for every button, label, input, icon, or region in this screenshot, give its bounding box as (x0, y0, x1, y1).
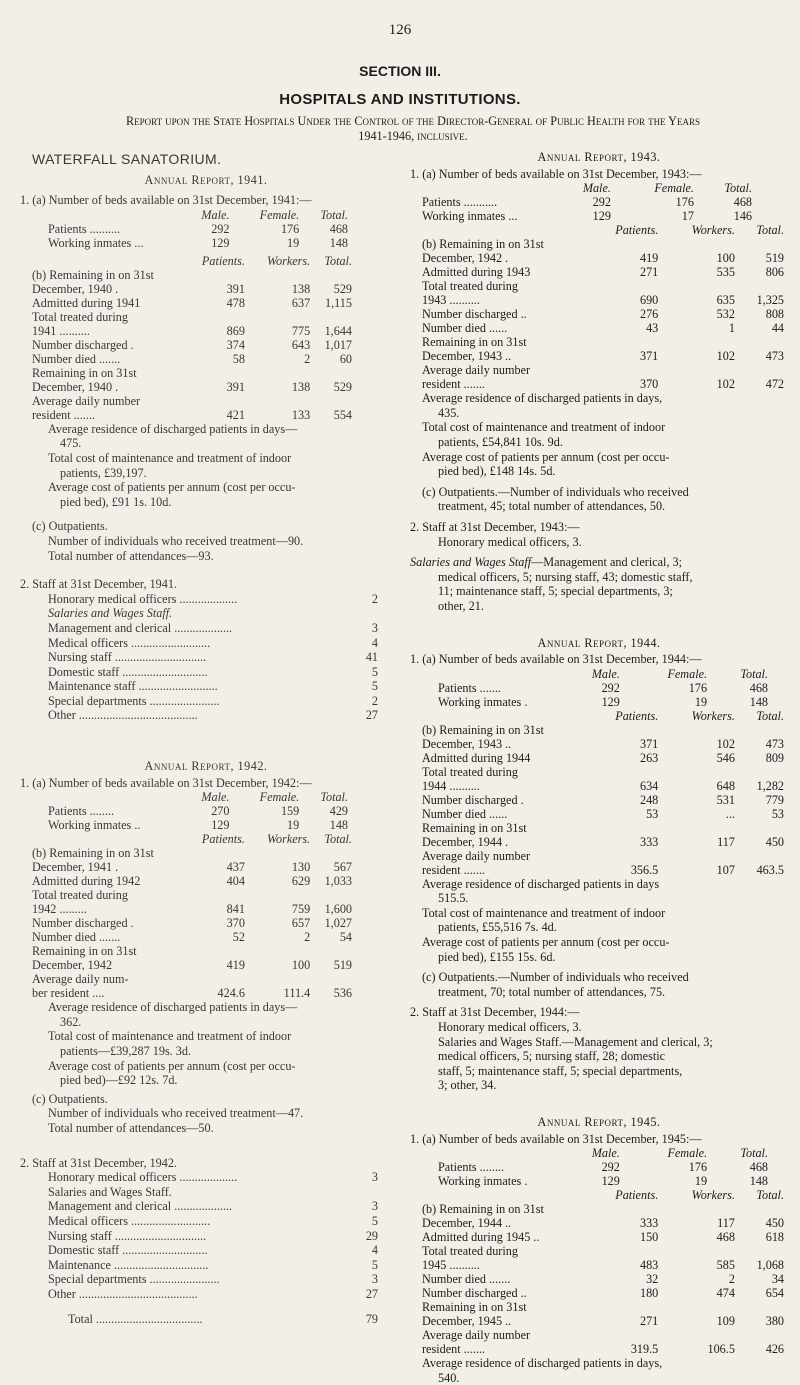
col-head: Male. (201, 790, 230, 805)
table-row: Total treated during (32, 888, 128, 903)
col-head: Total. (324, 832, 352, 847)
table-row: December, 1943 .. 371 102 473 (422, 349, 784, 364)
staff-1943-honorary: Honorary medical officers, 3. (438, 534, 582, 549)
row-lead: (b) Remaining in on 31st (422, 722, 544, 737)
left-column (20, 152, 392, 1326)
cost-1941-cont: patients, £39,197. (60, 465, 147, 480)
avg-cost-1944: Average cost of patients per annum (cost per occu- (422, 935, 670, 950)
list-item: Domestic staff ............................ 4 (48, 1243, 378, 1258)
table-row: resident ....... 370 102 472 (422, 377, 784, 392)
list-item: Nursing staff .............................. 29 (48, 1228, 378, 1243)
row-lead: (b) Remaining in on 31st (32, 846, 154, 861)
col-head: Patients. (201, 832, 245, 847)
cost-1944: Total cost of maintenance and treatment of indoor (422, 905, 666, 920)
avg-residence-1944: Average residence of discharged patients in days (422, 876, 660, 891)
avg-cost-1942-cont: pied bed)—£92 12s. 7d. (60, 1073, 178, 1088)
col-head: Total. (724, 181, 752, 196)
row-lead: (b) Remaining in on 31st (32, 267, 154, 282)
avg-cost-1942: Average cost of patients per annum (cost per occu- (48, 1058, 296, 1073)
table-row: 1945 .......... 483 585 1,068 (422, 1258, 784, 1273)
list-item: Nursing staff .............................. 41 (48, 650, 378, 665)
report-1943 (410, 150, 788, 614)
col-head: Workers. (691, 223, 735, 238)
table-row: Average daily number (422, 363, 531, 378)
avg-residence-1945: Average residence of discharged patients in days, (422, 1356, 663, 1371)
table-row: Working inmates ... 129 19 148 (48, 235, 348, 250)
list-item: Honorary medical officers ................... 3 (48, 1170, 378, 1185)
table-row: Average daily number (32, 393, 141, 408)
table-row: Number died ....... 52 2 54 (32, 930, 352, 945)
table-row: ber resident .... 424.6 111.4 536 (32, 986, 352, 1001)
list-item: Other ....................................... 27 (48, 708, 378, 723)
table-row: Patients ........... 292 176 468 (422, 195, 752, 210)
table-row: 1942 ......... 841 759 1,600 (32, 902, 352, 917)
table-row: Number discharged . 374 643 1,017 (32, 337, 352, 352)
staff-1944-heading: 2. Staff at 31st December, 1944:— (410, 1005, 580, 1020)
list-item: Other ....................................... 27 (48, 1286, 378, 1301)
col-head: Workers. (266, 832, 311, 847)
list-item: Salaries and Wages Staff. (48, 606, 173, 621)
table-row: Number died ...... 43 1 44 (422, 321, 784, 336)
table-row: December, 1944 .. 333 117 450 (422, 1216, 784, 1231)
salaries-1944-line3: staff, 5; maintenance staff, 5; special departments, (438, 1063, 683, 1078)
table-row: Average daily number (422, 848, 531, 863)
col-head: Female. (259, 790, 300, 805)
avg-residence-1943-value: 435. (438, 405, 460, 420)
avg-residence-1943: Average residence of discharged patients in days, (422, 391, 663, 406)
movement-1941-table (32, 254, 352, 422)
table-row: Patients .......... 292 176 468 (48, 221, 348, 236)
table-row: Number discharged . 248 531 779 (422, 792, 784, 807)
table-row: Patients ....... 292 176 468 (438, 680, 768, 695)
page-number: 126 (388, 22, 412, 38)
cost-1941: Total cost of maintenance and treatment of indoor (48, 450, 292, 465)
avg-cost-1941-cont: pied bed), £91 1s. 10d. (60, 494, 172, 509)
salaries-1943-text: —Management and clerical, 3; (531, 555, 683, 570)
table-row: resident ....... 356.5 107 463.5 (422, 862, 784, 877)
beds-1945-lead: 1. (a) Number of beds available on 31st December, 1945:— (410, 1131, 702, 1146)
table-row: Remaining in on 31st (32, 365, 137, 380)
col-head: Total. (320, 207, 348, 222)
table-row: Number died ....... 58 2 60 (32, 351, 352, 366)
col-head: Patients. (615, 223, 659, 238)
table-row: Admitted during 1943 271 535 806 (422, 265, 784, 280)
staff-1943-heading: 2. Staff at 31st December, 1943:— (410, 519, 580, 534)
table-row: Working inmates . 129 19 148 (438, 1174, 768, 1189)
movement-1945-table (422, 1188, 784, 1356)
beds-1942-lead: 1. (a) Number of beds available on 31st December, 1942:— (20, 775, 312, 790)
table-row: Patients ........ 292 176 468 (438, 1160, 768, 1175)
report-1944-heading: Annual Report, 1944. (537, 635, 661, 650)
table-row: Number discharged . 370 657 1,027 (32, 916, 352, 931)
report-1942-heading: Annual Report, 1942. (144, 759, 268, 774)
report-1945-heading: Annual Report, 1945. (537, 1115, 661, 1129)
right-column (410, 150, 788, 1385)
outpatients-1944-line1: (c) Outpatients.—Number of individuals who received (422, 970, 689, 985)
col-head: Male. (582, 181, 611, 196)
staff-1942-heading: 2. Staff at 31st December, 1942. (20, 1155, 178, 1170)
table-row: Total treated during (422, 1244, 518, 1259)
table-row: Number died ....... 32 2 34 (422, 1272, 784, 1287)
cost-1943-cont: patients, £54,841 10s. 9d. (438, 434, 563, 449)
salaries-1943-line4: other, 21. (438, 598, 484, 613)
avg-cost-1943-cont: pied bed), £148 14s. 5d. (438, 464, 556, 479)
outpatients-1942-line2: Total number of attendances—50. (48, 1121, 214, 1135)
outpatients-1944-line2: treatment, 70; total number of attendances, 75. (438, 984, 666, 999)
report-1941-heading: Annual Report, 1941. (144, 172, 268, 187)
col-head: Total. (756, 1188, 784, 1203)
outpatients-1942-line1: Number of individuals who received treatment—47. (48, 1106, 304, 1121)
outpatients-1941-heading: (c) Outpatients. (32, 519, 108, 534)
list-item: Salaries and Wages Staff. (48, 1184, 172, 1199)
report-1942 (20, 759, 392, 1326)
table-row: December, 1944 . 333 117 450 (422, 834, 784, 849)
table-row: resident ....... 319.5 106.5 426 (422, 1342, 784, 1357)
beds-1943-table (422, 181, 752, 223)
salaries-1944-line2: medical officers, 5; nursing staff, 28; domestic (438, 1049, 665, 1064)
table-row: Remaining in on 31st (422, 1300, 527, 1315)
table-row: December, 1940 . 391 138 529 (32, 379, 352, 394)
beds-1941-table (48, 208, 348, 250)
movement-1944-table (422, 709, 784, 877)
table-row: Admitted during 1942 404 629 1,033 (32, 874, 352, 889)
col-head: Male. (591, 1146, 620, 1161)
table-row: Working inmates ... 129 17 146 (422, 209, 752, 224)
list-item: Special departments ....................... 3 (48, 1272, 378, 1287)
staff-1942-list (20, 1170, 378, 1326)
salaries-1943-line2: medical officers, 5; nursing staff, 43; domestic staff, (438, 569, 693, 584)
col-head: Total. (324, 253, 352, 268)
movement-1942-table (32, 832, 352, 1000)
list-item: Domestic staff ............................ 5 (48, 664, 378, 679)
table-row: Remaining in on 31st (422, 820, 527, 835)
movement-1943-table (422, 223, 784, 391)
row-lead: (b) Remaining in on 31st (422, 1202, 544, 1217)
table-row: Number discharged .. 180 474 654 (422, 1286, 784, 1301)
col-head: Male. (201, 207, 230, 222)
beds-1944-lead: 1. (a) Number of beds available on 31st December, 1944:— (410, 652, 702, 667)
table-row: Remaining in on 31st (32, 944, 137, 959)
avg-cost-1943: Average cost of patients per annum (cost per occu- (422, 449, 670, 464)
report-title-line-2: 1941-1946, inclusive. (358, 129, 468, 143)
table-row: Average daily num- (32, 972, 129, 987)
list-item: Management and clerical ................... 3 (48, 620, 378, 635)
section-heading: SECTION III. (359, 63, 441, 79)
table-row: Admitted during 1941 478 637 1,115 (32, 295, 352, 310)
table-row: Patients ........ 270 159 429 (48, 804, 348, 819)
cost-1943: Total cost of maintenance and treatment of indoor (422, 420, 666, 435)
table-row: Average daily number (422, 1328, 531, 1343)
outpatients-1941-line2: Total number of attendances—93. (48, 548, 214, 563)
col-head: Total. (756, 708, 784, 723)
chapter-heading: HOSPITALS AND INSTITUTIONS. (279, 91, 521, 108)
salaries-1943-label: Salaries and Wages Staff (410, 555, 532, 570)
col-head: Workers. (691, 1188, 735, 1203)
list-item: Honorary medical officers ................... 2 (48, 591, 378, 606)
avg-residence-1945-value: 540. (438, 1370, 460, 1385)
row-lead: (b) Remaining in on 31st (422, 237, 544, 252)
report-1941 (20, 173, 392, 723)
col-head: Female. (667, 666, 708, 681)
table-row: December, 1943 .. 371 102 473 (422, 736, 784, 751)
list-item: Medical officers .......................... 5 (48, 1213, 378, 1228)
avg-cost-1944-cont: pied bed), £155 15s. 6d. (438, 949, 556, 964)
list-item: Maintenance ............................... 5 (48, 1257, 378, 1272)
report-title-line-1: Report upon the State Hospitals Under the Control of the Director-General of Public Health for the Years (125, 114, 700, 128)
table-row: December, 1942 . 419 100 519 (422, 251, 784, 266)
beds-1943-lead: 1. (a) Number of beds available on 31st December, 1943:— (410, 166, 702, 181)
avg-residence-1942-value: 362. (60, 1014, 82, 1029)
outpatients-1941-line1: Number of individuals who received treatment—90. (48, 533, 304, 548)
table-row: Total treated during (422, 279, 518, 294)
table-row: Working inmates .. 129 19 148 (48, 818, 348, 833)
table-row: 1944 .......... 634 648 1,282 (422, 778, 784, 793)
table-row: Number died ...... 53 ... 53 (422, 806, 784, 821)
col-head: Total. (320, 790, 348, 805)
report-1943-heading: Annual Report, 1943. (537, 150, 661, 164)
col-head: Female. (259, 207, 300, 222)
staff-total: Total ................................... 79 (68, 1311, 378, 1326)
table-row: December, 1942 419 100 519 (32, 958, 352, 973)
table-row: Admitted during 1945 .. 150 468 618 (422, 1230, 784, 1245)
avg-residence-1944-value: 515.5. (438, 891, 469, 906)
col-head: Female. (654, 181, 694, 196)
institution-title: WATERFALL SANATORIUM. (32, 151, 222, 167)
col-head: Total. (756, 223, 784, 238)
table-row: December, 1945 .. 271 109 380 (422, 1314, 784, 1329)
table-row: Total treated during (422, 764, 518, 779)
cost-1944-cont: patients, £55,516 7s. 4d. (438, 920, 557, 935)
col-head: Female. (667, 1146, 708, 1161)
col-head: Total. (740, 666, 768, 681)
beds-1942-table (48, 790, 348, 832)
staff-1941-heading: 2. Staff at 31st December, 1941. (20, 577, 178, 592)
salaries-1943 (410, 555, 788, 570)
col-head: Total. (740, 1146, 768, 1161)
table-row: resident ....... 421 133 554 (32, 407, 352, 422)
avg-cost-1941: Average cost of patients per annum (cost per occu- (48, 480, 296, 495)
beds-1944-table (438, 667, 768, 709)
col-head: Male. (591, 666, 620, 681)
table-row: 1943 .......... 690 635 1,325 (422, 293, 784, 308)
table-row: Admitted during 1944 263 546 809 (422, 750, 784, 765)
table-row: Total treated during (32, 309, 128, 324)
list-item: Special departments ....................... 2 (48, 693, 378, 708)
table-row: Number discharged .. 276 532 808 (422, 307, 784, 322)
staff-1944-honorary: Honorary medical officers, 3. (438, 1020, 582, 1035)
outpatients-1943-line1: (c) Outpatients.—Number of individuals who received (422, 484, 689, 499)
avg-residence-1942: Average residence of discharged patients in days— (48, 1000, 298, 1015)
col-head: Patients. (615, 1188, 659, 1203)
col-head: Workers. (266, 253, 311, 268)
report-1945 (410, 1115, 788, 1385)
table-row: December, 1940 . 391 138 529 (32, 281, 352, 296)
cost-1942-cont: patients—£39,287 19s. 3d. (60, 1044, 192, 1059)
outpatients-1943-line2: treatment, 45; total number of attendances, 50. (438, 499, 666, 514)
table-row: December, 1941 . 437 130 567 (32, 860, 352, 875)
list-item: Management and clerical ................... 3 (48, 1199, 378, 1214)
cost-1942: Total cost of maintenance and treatment of indoor (48, 1029, 292, 1044)
avg-residence-1941-value: 475. (60, 436, 82, 451)
staff-1941-list (20, 592, 378, 723)
table-row: Remaining in on 31st (422, 335, 527, 350)
report-title (38, 114, 788, 144)
table-row: 1941 .......... 869 775 1,644 (32, 323, 352, 338)
col-head: Patients. (201, 253, 245, 268)
list-item: Maintenance staff .......................... 5 (48, 679, 378, 694)
report-1944 (410, 636, 788, 1094)
salaries-1944: Salaries and Wages Staff.—Management and clerical, 3; (438, 1034, 713, 1049)
col-head: Patients. (615, 708, 659, 723)
beds-1941-lead: 1. (a) Number of beds available on 31st December, 1941:— (20, 193, 312, 208)
outpatients-1942-heading: (c) Outpatients. (32, 1091, 108, 1106)
salaries-1944-line4: 3; other, 34. (438, 1078, 497, 1093)
salaries-1943-line3: 11; maintenance staff, 5; special departments, 3; (438, 584, 673, 599)
list-item: Medical officers .......................... 4 (48, 635, 378, 650)
avg-residence-1941: Average residence of discharged patients in days— (48, 421, 298, 436)
beds-1945-table (438, 1146, 768, 1188)
col-head: Workers. (691, 708, 735, 723)
table-row: Working inmates . 129 19 148 (438, 694, 768, 709)
